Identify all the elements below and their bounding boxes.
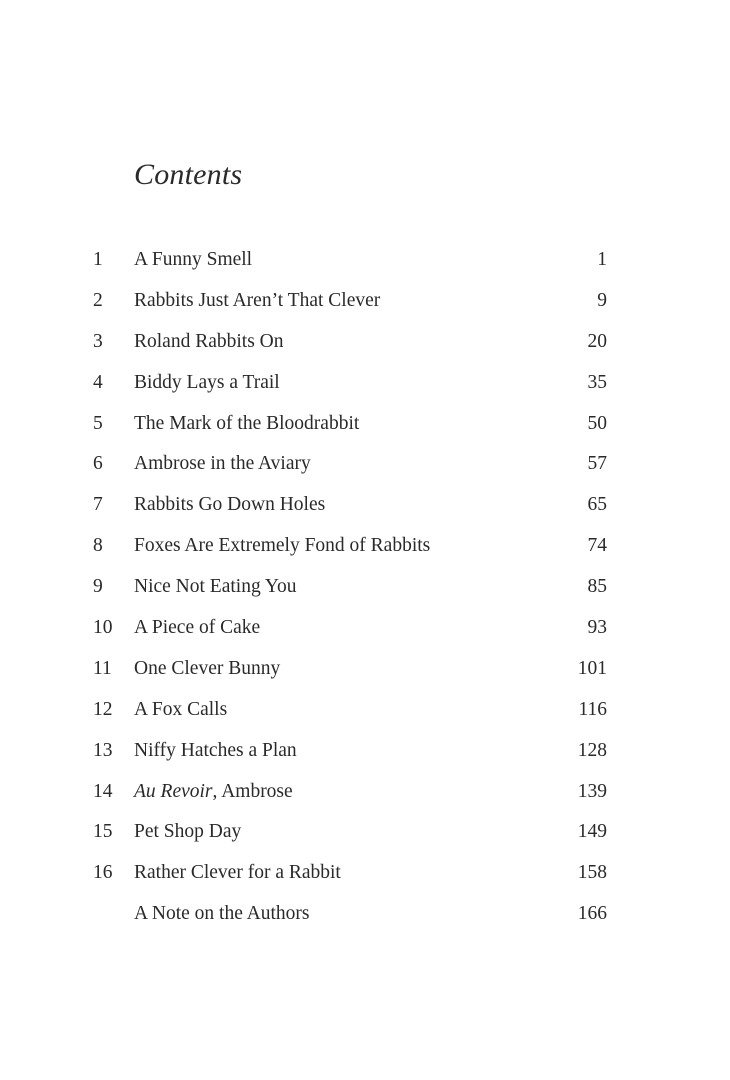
chapter-title: A Note on the Authors — [134, 903, 310, 925]
chapter-title: Rather Clever for a Rabbit — [134, 862, 341, 884]
chapter-number: 8 — [93, 535, 103, 557]
page-number: 128 — [577, 739, 607, 761]
chapter-title: A Funny Smell — [134, 249, 253, 270]
page-number: 50 — [587, 412, 607, 434]
toc-entry — [0, 532, 730, 573]
chapter-title: Ambrose in the Aviary — [134, 453, 311, 475]
chapter-title-rest: , Ambrose — [212, 780, 293, 802]
page-number: 35 — [587, 371, 607, 393]
chapter-title: Biddy Lays a Trail — [134, 371, 280, 393]
chapter-number: 1 — [93, 249, 103, 270]
page-number: 158 — [577, 862, 607, 884]
chapter-title — [134, 778, 293, 806]
chapter-title: The Mark of the Bloodrabbit — [134, 412, 360, 434]
toc-entry — [0, 696, 730, 737]
chapter-number: 15 — [93, 821, 113, 843]
page-number: 9 — [597, 289, 607, 311]
page-number: 20 — [587, 330, 607, 352]
page-number: 1 — [597, 249, 607, 270]
toc-entry — [0, 818, 730, 859]
chapter-number: 13 — [93, 739, 113, 761]
chapter-number: 2 — [93, 289, 103, 311]
chapter-number: 10 — [93, 617, 113, 639]
chapter-title-italic: Au Revoir — [134, 780, 213, 802]
chapter-number: 3 — [93, 330, 103, 352]
chapter-number: 7 — [93, 494, 103, 516]
page-number: 149 — [577, 821, 607, 843]
page-number: 139 — [577, 780, 607, 802]
chapter-number: 12 — [93, 698, 113, 720]
page-number: 74 — [587, 535, 607, 557]
page-number: 57 — [587, 453, 607, 475]
chapter-title: Foxes Are Extremely Fond of Rabbits — [134, 535, 431, 557]
chapter-number: 14 — [93, 780, 113, 802]
chapter-number: 5 — [93, 412, 103, 434]
toc-entry — [0, 369, 730, 410]
chapter-title: A Fox Calls — [134, 698, 228, 720]
page-number: 65 — [587, 494, 607, 516]
chapter-title: Pet Shop Day — [134, 821, 242, 843]
chapter-title: Nice Not Eating You — [134, 576, 297, 598]
page-number: 101 — [577, 657, 607, 679]
chapter-number: 4 — [93, 371, 103, 393]
toc-entry — [0, 655, 730, 696]
toc-entry — [0, 737, 730, 778]
toc-entry — [0, 573, 730, 614]
chapter-title: One Clever Bunny — [134, 657, 281, 679]
toc-entry — [0, 491, 730, 532]
chapter-title: A Piece of Cake — [134, 617, 261, 639]
chapter-title: Rabbits Go Down Holes — [134, 494, 326, 516]
page-title: Contents — [134, 158, 243, 191]
chapter-number: 11 — [93, 657, 112, 679]
toc-entry — [0, 900, 730, 941]
toc-entry — [0, 778, 730, 819]
toc-entry — [0, 246, 730, 287]
toc-entry — [0, 410, 730, 451]
chapter-title: Rabbits Just Aren’t That Clever — [134, 289, 381, 311]
toc-entry — [0, 287, 730, 328]
page-number: 166 — [577, 903, 607, 925]
page-number: 93 — [587, 617, 607, 639]
chapter-number: 16 — [93, 862, 113, 884]
chapter-title: Roland Rabbits On — [134, 330, 284, 352]
chapter-number: 6 — [93, 453, 103, 475]
toc-entry — [0, 450, 730, 491]
page-number: 85 — [587, 576, 607, 598]
chapter-title: Niffy Hatches a Plan — [134, 739, 297, 761]
toc-entry — [0, 614, 730, 655]
toc-entry — [0, 859, 730, 900]
page-number: 116 — [578, 698, 607, 720]
toc-entry — [0, 328, 730, 369]
table-of-contents — [0, 246, 730, 941]
chapter-number: 9 — [93, 576, 103, 598]
